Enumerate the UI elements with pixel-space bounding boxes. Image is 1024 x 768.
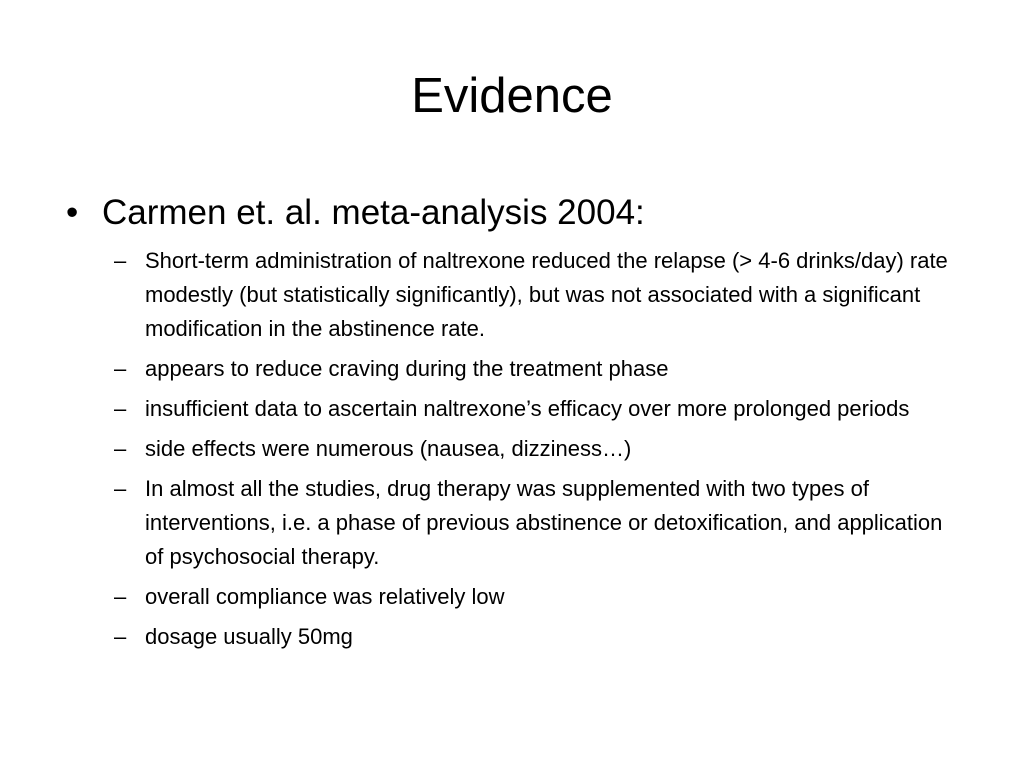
sub-bullet-item (114, 244, 960, 346)
dash-icon: – (114, 248, 127, 273)
sub-bullet-item (114, 580, 960, 614)
sub-bullet-text: dosage usually 50mg (145, 624, 353, 649)
sub-bullet-text: side effects were numerous (nausea, dizziness…) (145, 436, 632, 461)
bullet-icon: • (66, 193, 79, 232)
sub-bullet-text: appears to reduce craving during the treatment phase (145, 356, 669, 381)
sub-bullet-text: insufficient data to ascertain naltrexone’s efficacy over more prolonged periods (145, 396, 910, 421)
sub-bullet-text: overall compliance was relatively low (145, 584, 505, 609)
sub-bullet-item (114, 620, 960, 654)
sub-bullet-list (60, 244, 960, 654)
slide-title: Evidence (411, 69, 613, 123)
dash-icon: – (114, 584, 127, 609)
dash-icon: – (114, 396, 127, 421)
dash-icon: – (114, 624, 127, 649)
dash-icon: – (114, 436, 127, 461)
sub-bullet-item (114, 472, 960, 574)
sub-bullet-item (114, 392, 960, 426)
slide-content (60, 190, 960, 660)
main-bullet-text: Carmen et. al. meta-analysis 2004: (102, 193, 645, 232)
sub-bullet-item (114, 352, 960, 386)
main-bullet-point (60, 190, 960, 236)
dash-icon: – (114, 476, 127, 501)
sub-bullet-item (114, 432, 960, 466)
sub-bullet-text: Short-term administration of naltrexone reduced the relapse (> 4-6 drinks/day) rate modestly (but statistically significantly), but was not associated with a significant modification in the abstinence rate. (145, 248, 948, 341)
sub-bullet-text: In almost all the studies, drug therapy was supplemented with two types of interventions, i.e. a phase of previous abstinence or detoxification, and application of psychosocial therapy. (145, 476, 943, 569)
dash-icon: – (114, 356, 127, 381)
